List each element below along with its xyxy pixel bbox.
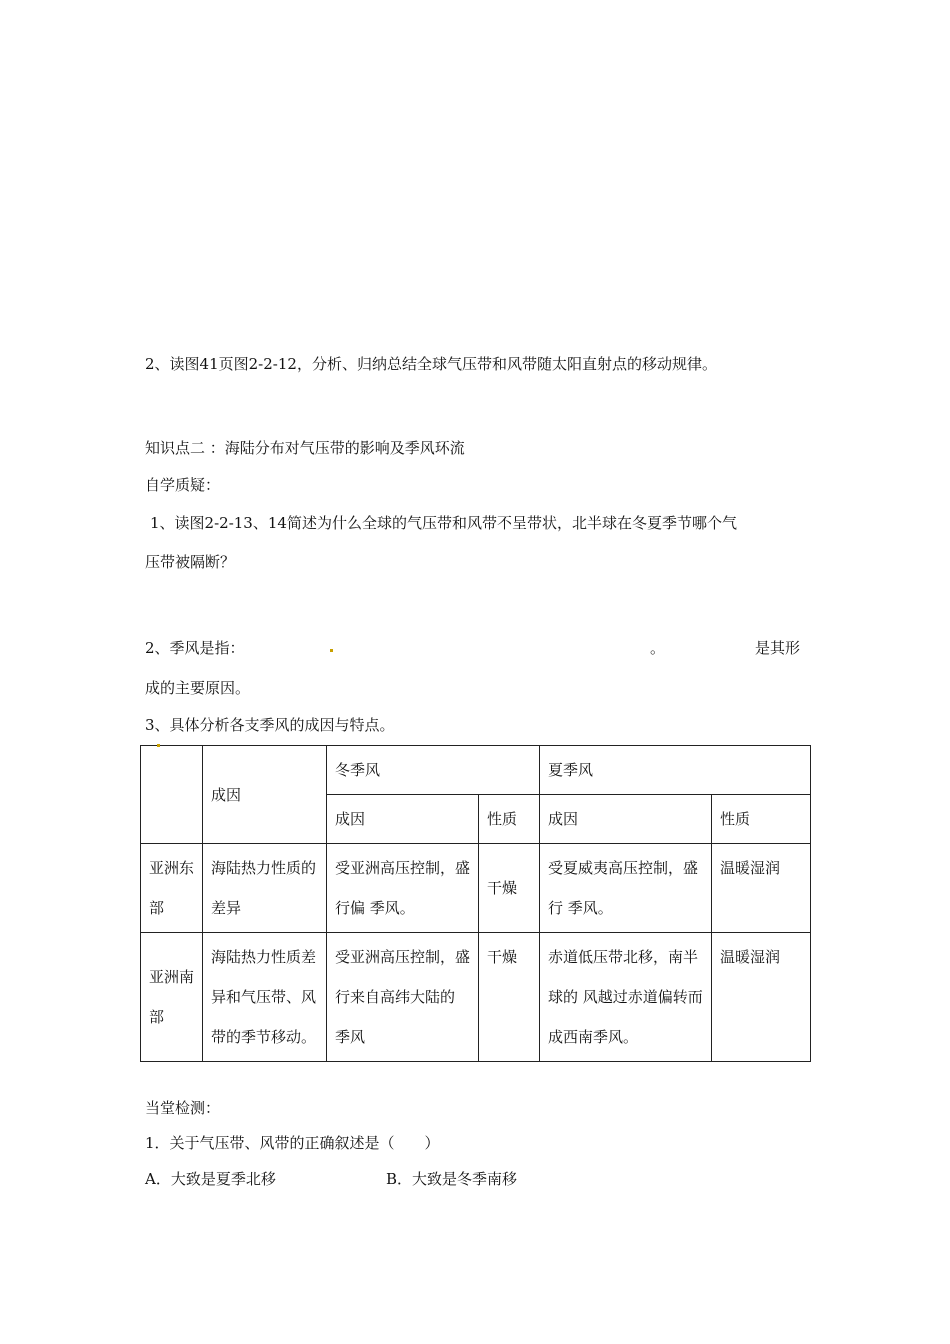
east-asia-cause: 海陆热力性质的差异 [203, 844, 327, 933]
south-asia-cause: 海陆热力性质差异和气压带、风带的季节移动。 [203, 933, 327, 1062]
region-east-asia: 亚洲东部 [141, 844, 203, 933]
region-south-asia: 亚洲南部 [141, 933, 203, 1062]
check-question-1: 1．关于气压带、风带的正确叙述是（ ） [145, 1134, 440, 1152]
east-asia-summer-cause: 受夏威夷高压控制，盛行 季风。 [540, 844, 712, 933]
east-asia-winter-cause: 受亚洲高压控制，盛行偏 季风。 [327, 844, 479, 933]
table-corner-cell [141, 746, 203, 844]
monsoon-definition-line [145, 637, 805, 658]
monsoon-definition-dot: 。 [650, 639, 666, 657]
east-asia-summer-nature: 温暖湿润 [712, 844, 811, 933]
header-winter-monsoon: 冬季风 [327, 746, 540, 795]
table-row [141, 933, 811, 1062]
blank-mark [330, 649, 333, 652]
in-class-check-title: 当堂检测： [145, 1099, 221, 1117]
question-1-line-1: 1、读图2-2-13、14简述为什么全球的气压带和风带不呈带状，北半球在冬夏季节哪个气 [150, 514, 737, 532]
table-row [141, 746, 811, 795]
question-2-read-figure: 2、读图41页图2-2-12，分析、归纳总结全球气压带和风带随太阳直射点的移动规律。 [145, 355, 717, 373]
self-study-label: 自学质疑： [145, 476, 221, 494]
south-asia-summer-nature: 温暖湿润 [712, 933, 811, 1062]
option-b: B．大致是冬季南移 [386, 1170, 518, 1188]
header-winter-nature: 性质 [479, 795, 540, 844]
question-1-line-2: 压带被隔断？ [145, 553, 236, 571]
knowledge-point-2-title: 知识点二 ：海陆分布对气压带的影响及季风环流 [145, 439, 465, 457]
monsoon-definition-label: 2、季风是指： [145, 639, 245, 657]
south-asia-winter-nature: 干燥 [479, 933, 540, 1062]
question-3: 3、具体分析各支季风的成因与特点。 [145, 716, 395, 734]
table-corner-mark [157, 744, 160, 747]
header-winter-cause: 成因 [327, 795, 479, 844]
south-asia-winter-cause: 受亚洲高压控制，盛行来自高纬大陆的 季风 [327, 933, 479, 1062]
monsoon-definition-line-2: 成的主要原因。 [145, 679, 251, 697]
monsoon-table [140, 745, 811, 1062]
header-summer-cause: 成因 [540, 795, 712, 844]
monsoon-definition-tail: 是其形 [755, 639, 801, 657]
south-asia-summer-cause: 赤道低压带北移，南半球的 风越过赤道偏转而成西南季风。 [540, 933, 712, 1062]
header-summer-nature: 性质 [712, 795, 811, 844]
header-summer-monsoon: 夏季风 [540, 746, 811, 795]
option-a: A．大致是夏季北移 [145, 1170, 276, 1188]
east-asia-winter-nature: 干燥 [479, 844, 540, 933]
table-row [141, 844, 811, 933]
header-cause: 成因 [203, 746, 327, 844]
